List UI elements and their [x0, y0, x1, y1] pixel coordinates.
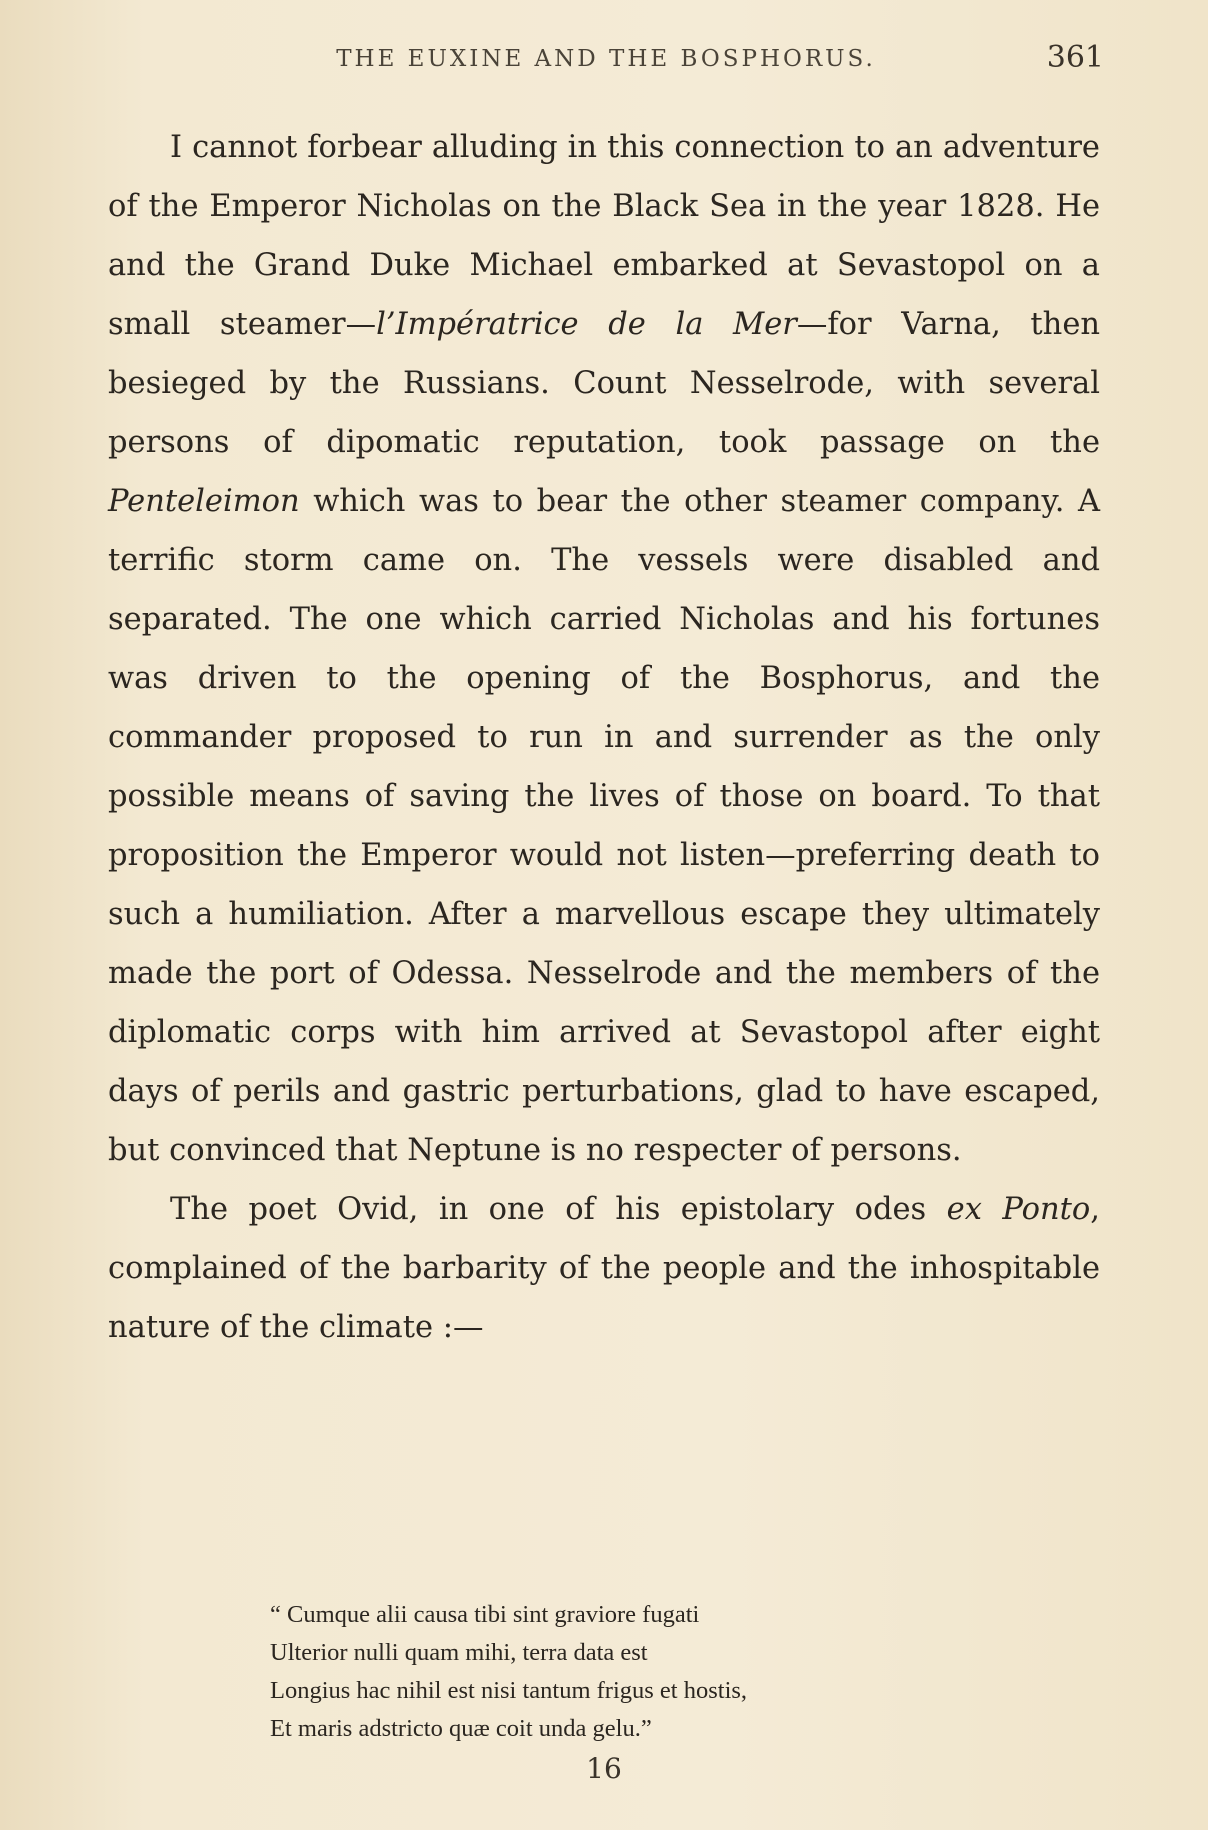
running-head: [108, 40, 1104, 80]
paragraph-2-text-a: The poet Ovid, in one of his epistolary odes: [170, 1192, 947, 1227]
paragraph-1-text-c: which was to bear the other steamer company. A terrific storm came on. The vessels were disabled and separated. The one which carried Nicholas and his fortunes was driven to the opening of the Bosphorus, and the commander proposed to run in and surrender as the only possible means of saving the lives of those on board. To that proposition the Emperor would not listen—preferring death to such a humiliation. After a marvellous escape they ultimately made the port of Odessa. Nesselrode and the members of the diplomatic corps with him arrived at Sevastopol after eight days of perils and gastric perturbations, glad to have escaped, but convinced that Neptune is no respecter of persons.: [108, 484, 1100, 1168]
verse-line: Longius hac nihil est nisi tantum frigus et hostis,: [270, 1677, 748, 1704]
paragraph-ovid: [108, 1180, 1100, 1357]
ex-ponto-title: ex Ponto: [946, 1192, 1091, 1227]
verse-line: “ Cumque alii causa tibi sint graviore fugati: [270, 1601, 700, 1628]
verse-line: Et maris adstricto quæ coit unda gelu.”: [270, 1715, 652, 1742]
paragraph-1-text-b: —for Varna, then besieged by the Russians. Count Nesselrode, with several persons of dipomatic reputation, took passage on the: [108, 307, 1101, 460]
paragraph-1-text-a: I cannot forbear alluding in this connection to an adventure of the Emperor Nicholas on the Black Sea in the year 1828. He and the Grand Duke Michael embarked at Sevastopol on a small steamer—: [108, 130, 1100, 342]
ship-name-penteleimon: Penteleimon: [108, 484, 300, 519]
ship-name-imperatrice: l’Impératrice de la Mer: [376, 307, 797, 342]
running-title: THE EUXINE AND THE BOSPHORUS.: [336, 46, 876, 72]
paragraph-2-text-b: , complained of the barbarity of the people and the inhospitable nature of the climate :—: [108, 1192, 1100, 1345]
body-text: [108, 118, 1100, 1357]
paragraph-nicholas-adventure: [108, 118, 1100, 1180]
verse-line: Ulterior nulli quam mihi, terra data est: [270, 1639, 648, 1666]
signature-mark: 16: [586, 1752, 622, 1785]
latin-verse-quotation: [270, 1596, 747, 1748]
page-number: 361: [1046, 40, 1104, 75]
